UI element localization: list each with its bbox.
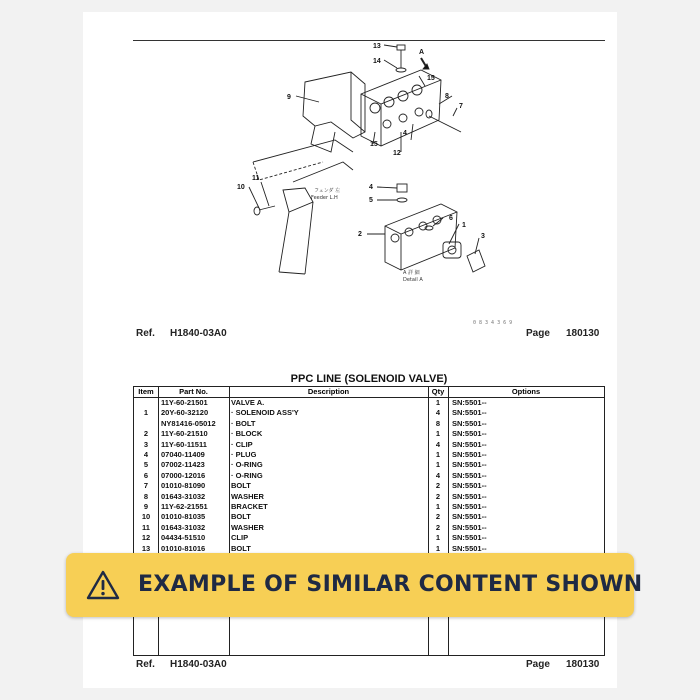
callout-6: 6 xyxy=(449,215,453,222)
page-number: 180130 xyxy=(566,659,600,670)
table-row xyxy=(134,408,604,418)
row-options: SN:5501-- xyxy=(452,418,487,428)
row-part-number: 01010-81090 xyxy=(161,481,206,491)
callout-7: 7 xyxy=(459,103,463,110)
view-marker-a: A xyxy=(419,49,425,56)
row-description: BOLT xyxy=(231,543,251,553)
header-description: Description xyxy=(307,387,350,396)
ref-label: Ref. xyxy=(136,328,155,339)
page-label: Page xyxy=(526,328,550,339)
callout-13: 13 xyxy=(373,43,381,50)
ref-label: Ref. xyxy=(136,659,155,670)
row-description: · O-RING xyxy=(231,460,263,470)
row-part-number: 07000-12016 xyxy=(161,470,206,480)
row-item-number: 5 xyxy=(143,460,149,470)
row-part-number: 11Y-60-21510 xyxy=(161,429,208,439)
row-item-number: 4 xyxy=(143,450,149,459)
callout-10: 10 xyxy=(237,184,245,191)
table-row xyxy=(134,450,604,460)
callout-3: 3 xyxy=(481,233,485,240)
row-part-number: 11Y-62-21551 xyxy=(161,502,208,511)
row-description: · O-RING xyxy=(231,470,263,480)
feeder-label-en: Feeder L.H xyxy=(311,195,338,201)
row-part-number: 07040-11409 xyxy=(161,450,205,459)
row-options: SN:5501-- xyxy=(452,408,487,418)
table-row xyxy=(134,398,604,408)
row-options: SN:5501-- xyxy=(452,491,487,501)
row-item-number: 8 xyxy=(143,491,149,501)
row-item-number: 7 xyxy=(143,481,149,491)
header-part-no: Part No. xyxy=(179,387,208,396)
row-part-number: 01643-31032 xyxy=(161,491,206,501)
row-description: CLIP xyxy=(231,533,249,543)
row-description: · BOLT xyxy=(231,418,256,428)
callout-2: 2 xyxy=(358,231,362,238)
table-row xyxy=(134,512,604,522)
row-item-number: 3 xyxy=(143,439,149,449)
row-item-number: 9 xyxy=(143,502,149,511)
table-row xyxy=(134,492,604,502)
callout-11: 11 xyxy=(252,175,260,182)
callout-5: 5 xyxy=(369,197,373,204)
row-description: · BLOCK xyxy=(231,429,263,439)
table-row xyxy=(134,419,604,429)
drawing-code: 0 8 3 4 3 6 9 xyxy=(473,320,513,326)
table-row xyxy=(134,440,604,450)
row-options: SN:5501-- xyxy=(452,460,487,470)
row-item-number: 10 xyxy=(141,512,151,522)
row-options: SN:5501-- xyxy=(452,470,487,480)
row-part-number: 01010-81035 xyxy=(161,512,206,522)
callout-4-detail: 4 xyxy=(369,184,373,191)
row-quantity: 2 xyxy=(435,522,441,532)
row-quantity: 2 xyxy=(435,491,441,501)
row-description: BOLT xyxy=(231,512,251,522)
warning-triangle-icon xyxy=(86,569,120,601)
table-row xyxy=(134,481,604,491)
row-description: BRACKET xyxy=(231,502,268,511)
row-part-number: 11Y-60-21501 xyxy=(161,398,208,407)
row-quantity: 8 xyxy=(435,418,441,428)
row-description: · PLUG xyxy=(231,450,257,459)
page-number: 180130 xyxy=(566,328,600,339)
callout-1: 1 xyxy=(462,222,466,229)
row-options: SN:5501-- xyxy=(452,439,487,449)
row-quantity: 1 xyxy=(435,450,441,459)
row-options: SN:5501-- xyxy=(452,450,487,459)
row-options: SN:5501-- xyxy=(452,522,487,532)
sample-content-banner xyxy=(66,553,643,617)
row-item-number: 1 xyxy=(143,408,149,418)
row-part-number: 11Y-60-11511 xyxy=(161,439,207,449)
table-row xyxy=(134,460,604,470)
callout-12: 12 xyxy=(393,150,401,157)
header-item: Item xyxy=(138,387,154,396)
row-description: VALVE A. xyxy=(231,398,265,407)
row-options: SN:5501-- xyxy=(452,502,487,511)
exploded-parts-diagram xyxy=(83,12,617,342)
ref-code: H1840-03A0 xyxy=(170,659,227,670)
ref-code: H1840-03A0 xyxy=(170,328,227,339)
row-options: SN:5501-- xyxy=(452,512,487,522)
table-row xyxy=(134,471,604,481)
row-description: · SOLENOID ASS'Y xyxy=(231,408,299,418)
row-options: SN:5501-- xyxy=(452,533,487,543)
detail-label-en: Detail A xyxy=(403,277,423,283)
row-quantity: 1 xyxy=(435,460,441,470)
row-part-number: 04434-51510 xyxy=(161,533,206,543)
detail-label-jp: A 詳 細 xyxy=(403,270,420,276)
header-qty: Qty xyxy=(431,387,445,396)
row-quantity: 4 xyxy=(435,439,441,449)
row-part-number: 01643-31032 xyxy=(161,522,206,532)
row-item-number: 2 xyxy=(143,429,149,439)
table-row xyxy=(134,523,604,533)
row-item-number: 11 xyxy=(142,522,150,532)
row-part-number: 01010-81016 xyxy=(161,543,206,553)
row-quantity: 4 xyxy=(435,408,441,418)
row-quantity: 1 xyxy=(435,533,441,543)
table-row xyxy=(134,429,604,439)
row-quantity: 2 xyxy=(435,512,441,522)
row-options: SN:5501-- xyxy=(452,481,487,491)
row-part-number: NY81416-05012 xyxy=(161,418,216,428)
row-description: BOLT xyxy=(231,481,251,491)
table-row xyxy=(134,533,604,543)
table-title: PPC LINE (SOLENOID VALVE) xyxy=(290,373,448,385)
row-quantity: 1 xyxy=(435,502,441,511)
table-row xyxy=(134,502,604,512)
row-item-number: 13 xyxy=(141,543,151,553)
row-quantity: 2 xyxy=(435,481,441,491)
callout-8: 8 xyxy=(445,93,449,100)
row-item-number: 6 xyxy=(143,470,149,480)
callout-14: 14 xyxy=(373,58,381,65)
row-options: SN:5501-- xyxy=(452,429,487,439)
callout-9: 9 xyxy=(287,94,291,101)
row-quantity: 1 xyxy=(435,429,441,439)
callout-15-lower: 15 xyxy=(370,141,378,148)
row-part-number: 07002-11423 xyxy=(161,460,205,470)
row-quantity: 1 xyxy=(435,543,441,553)
header-options: Options xyxy=(511,387,541,396)
banner-text: EXAMPLE OF SIMILAR CONTENT SHOWN xyxy=(138,572,643,597)
callout-15-upper: 15 xyxy=(427,75,435,82)
callout-4-upper: 4 xyxy=(403,130,407,137)
feeder-label-jp: フェンダ 左 xyxy=(314,188,341,194)
row-item-number: 12 xyxy=(141,533,151,543)
page-label: Page xyxy=(526,659,550,670)
row-part-number: 20Y-60-32120 xyxy=(161,408,209,418)
row-description: WASHER xyxy=(231,522,264,532)
table-header xyxy=(134,387,604,398)
row-quantity: 1 xyxy=(435,398,441,407)
row-description: WASHER xyxy=(231,491,264,501)
row-options: SN:5501-- xyxy=(452,543,487,553)
row-options: SN:5501-- xyxy=(452,398,487,407)
row-description: · CLIP xyxy=(231,439,253,449)
row-quantity: 4 xyxy=(435,470,441,480)
